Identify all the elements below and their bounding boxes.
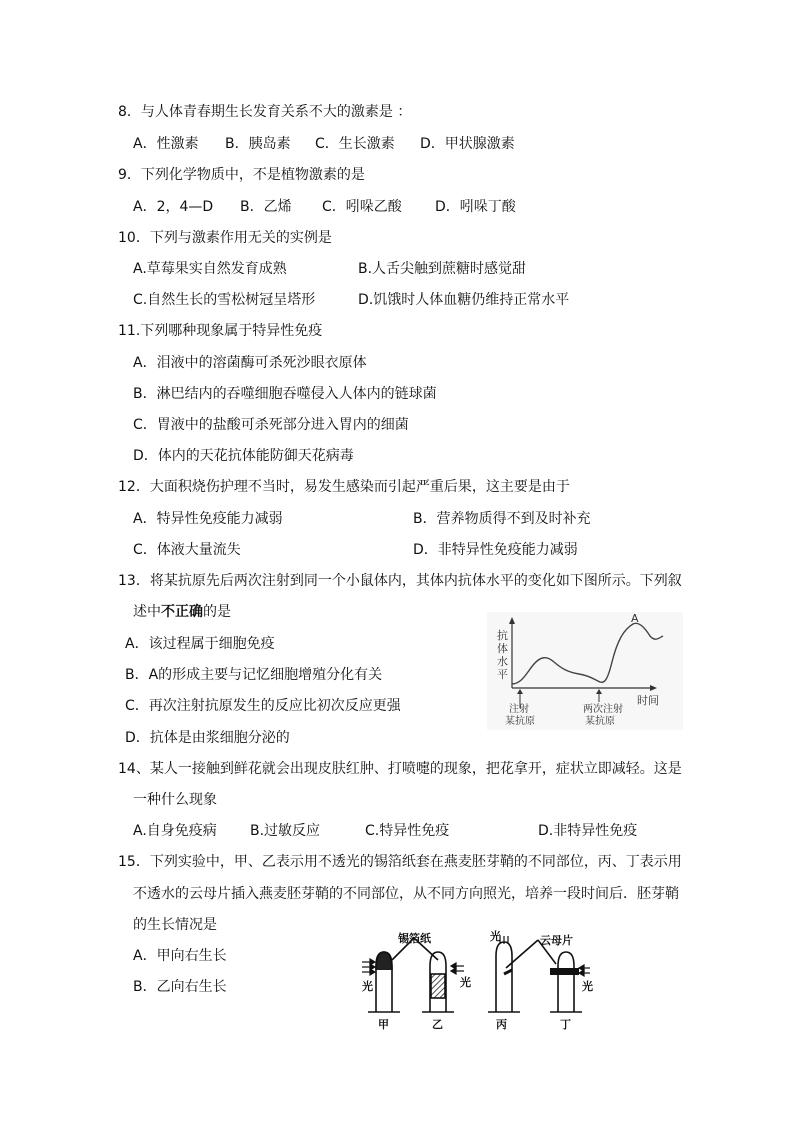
q8-option-d: D．甲状腺激素 bbox=[420, 136, 515, 152]
q12-option-d: D．非特异性免疫能力减弱 bbox=[413, 542, 578, 558]
fig13-peak-label: A bbox=[631, 612, 639, 625]
fig13-xlabel: 时间 bbox=[637, 694, 659, 707]
light-label-ding: 光 bbox=[582, 980, 593, 993]
light-label-bing: 光 bbox=[490, 930, 501, 943]
q11-option-d: D．体内的天花抗体能防御天花病毒 bbox=[133, 448, 354, 464]
q14-stem-line2: 一种什么现象 bbox=[133, 792, 217, 808]
q9-option-c: C．吲哚乙酸 bbox=[322, 199, 402, 215]
q9-option-d: D．吲哚丁酸 bbox=[435, 199, 516, 215]
q15-option-a: A．甲向右生长 bbox=[133, 948, 227, 964]
label-ding: 丁 bbox=[560, 1018, 571, 1031]
q13-option-a: A．该过程属于细胞免疫 bbox=[125, 636, 275, 652]
q10-option-d: D.饥饿时人体血糖仍维持正常水平 bbox=[358, 292, 570, 308]
q15-stem-line2: 不透水的云母片插入燕麦胚芽鞘的不同部位，从不同方向照光，培养一段时间后．胚芽鞘 bbox=[133, 886, 679, 902]
fig13-ylabel-1: 抗 bbox=[497, 629, 508, 642]
q8-stem: 8．与人体青春期生长发育关系不大的激素是 ： bbox=[118, 104, 412, 120]
q12-option-b: B．营养物质得不到及时补充 bbox=[413, 511, 591, 527]
q13-option-c: C．再次注射抗原发生的反应比初次反应更强 bbox=[125, 698, 401, 714]
q14-option-b: B.过敏反应 bbox=[250, 823, 321, 839]
q10-option-c: C.自然生长的雪松树冠呈塔形 bbox=[133, 292, 316, 308]
q15-stem-line3: 的生长情况是 bbox=[133, 917, 217, 933]
q13-stem-emphasis: 不正确 bbox=[161, 604, 203, 620]
foil-label: 锡箔纸 bbox=[398, 932, 431, 945]
q14-option-d: D.非特异性免疫 bbox=[538, 823, 638, 839]
q11-option-c: C．胃液中的盐酸可杀死部分进入胃内的细菌 bbox=[133, 417, 409, 433]
fig13-ylabel-2: 体 bbox=[497, 642, 508, 655]
q9-option-a: A．2，4—D bbox=[133, 199, 214, 215]
q13-stem-pre: 述中 bbox=[133, 604, 161, 620]
label-yi: 乙 bbox=[432, 1018, 443, 1031]
mica-label: 云母片 bbox=[540, 934, 573, 947]
coleoptile-figure bbox=[360, 930, 600, 1040]
q15-option-b: B．乙向右生长 bbox=[133, 979, 227, 995]
q11-stem: 11.下列哪种现象属于特异性免疫 bbox=[118, 323, 323, 339]
q12-stem: 12．大面积烧伤护理不当时，易发生感染而引起严重后果，这主要是由于 bbox=[118, 479, 570, 495]
light-label-yi: 光 bbox=[460, 976, 471, 989]
fig13-first-line1: 注射 bbox=[509, 704, 529, 715]
label-jia: 甲 bbox=[378, 1018, 389, 1031]
light-label-jia: 光 bbox=[362, 980, 373, 993]
q15-stem-line1: 15．下列实验中，甲、乙表示用不透光的锡箔纸套在燕麦胚芽鞘的不同部位，丙、丁表示用 bbox=[118, 854, 682, 870]
q10-stem: 10．下列与激素作用无关的实例是 bbox=[118, 230, 332, 246]
q8-option-c: C．生长激素 bbox=[315, 136, 395, 152]
q11-option-a: A．泪液中的溶菌酶可杀死沙眼衣原体 bbox=[133, 355, 367, 371]
antibody-level-figure bbox=[487, 612, 683, 730]
q13-stem-line1: 13．将某抗原先后两次注射到同一个小鼠体内，其体内抗体水平的变化如下图所示。下列叙 bbox=[118, 573, 682, 589]
q14-option-a: A.自身免疫病 bbox=[133, 823, 217, 839]
fig13-second-line2: 某抗原 bbox=[585, 716, 615, 727]
q11-option-b: B．淋巴结内的吞噬细胞吞噬侵入人体内的链球菌 bbox=[133, 386, 437, 402]
label-bing: 丙 bbox=[496, 1018, 507, 1031]
fig13-ylabel-4: 平 bbox=[497, 668, 508, 681]
coleoptile-bing bbox=[496, 942, 512, 1012]
q10-option-b: B.人舌尖触到蔗糖时感觉甜 bbox=[358, 261, 527, 277]
q14-stem-line1: 14、某人一接触到鲜花就会出现皮肤红肿、打喷嚏的现象，把花拿开，症状立即减轻。这是 bbox=[118, 761, 682, 777]
q13-stem-line2 bbox=[133, 602, 231, 622]
q12-option-a: A．特异性免疫能力减弱 bbox=[133, 511, 283, 527]
coleoptile-ding bbox=[558, 952, 574, 1012]
q13-option-d: D．抗体是由浆细胞分泌的 bbox=[125, 730, 290, 746]
q9-option-b: B．乙烯 bbox=[240, 199, 292, 215]
q9-stem: 9．下列化学物质中，不是植物激素的是 bbox=[118, 167, 365, 183]
q13-stem-post: 的是 bbox=[203, 604, 231, 620]
q12-option-c: C．体液大量流失 bbox=[133, 542, 241, 558]
fig13-first-line2: 某抗原 bbox=[505, 716, 535, 727]
q8-option-a: A．性激素 bbox=[133, 136, 199, 152]
q8-option-b: B．胰岛素 bbox=[225, 136, 291, 152]
q10-option-a: A.草莓果实自然发育成熟 bbox=[133, 261, 287, 277]
q14-option-c: C.特异性免疫 bbox=[365, 823, 450, 839]
fig13-ylabel-3: 水 bbox=[497, 655, 508, 668]
fig13-second-line1: 两次注射 bbox=[583, 704, 623, 715]
q13-option-b: B．A的形成主要与记忆细胞增殖分化有关 bbox=[125, 667, 383, 683]
